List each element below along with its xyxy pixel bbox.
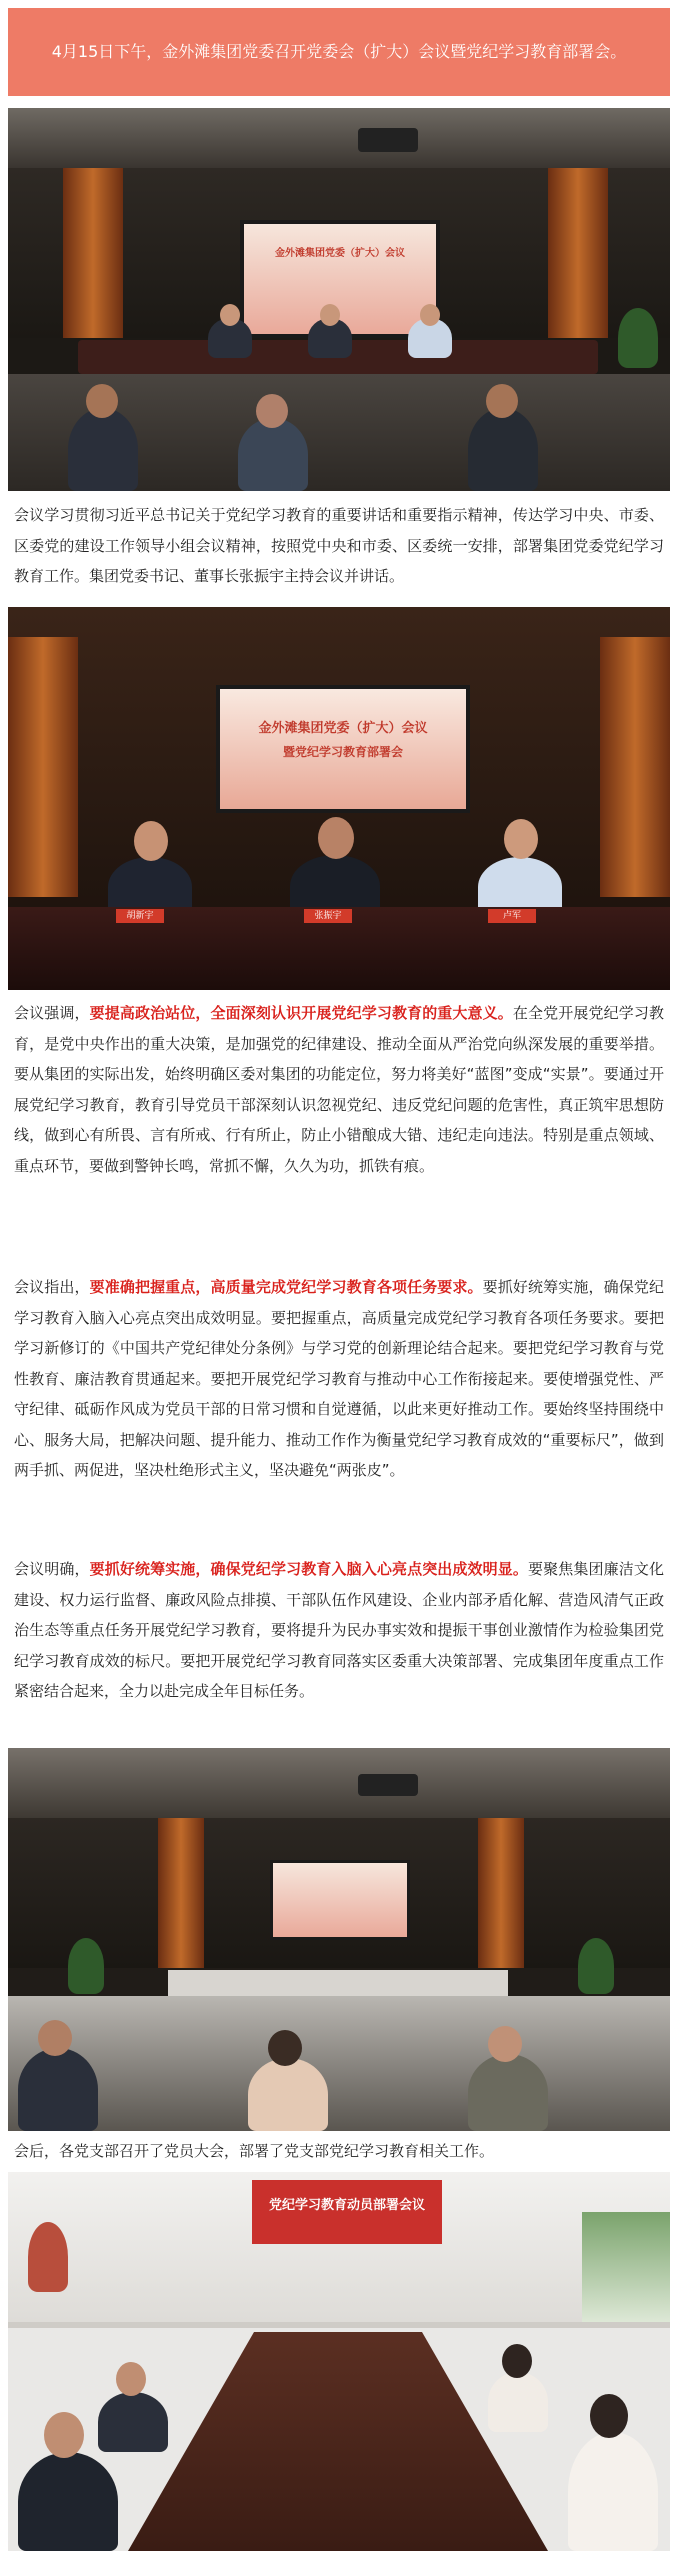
potted-plant [618, 308, 658, 368]
attendee-head [134, 821, 168, 861]
attendee-head [504, 819, 538, 859]
paragraph-4 [14, 1554, 664, 1707]
nameplate: 卢军 [488, 909, 536, 923]
paragraph-2-emphasis: 要提高政治站位，全面深刻认识开展党纪学习教育的重大意义。 [89, 1004, 513, 1022]
attendee [18, 2048, 98, 2131]
attendee-head [320, 304, 340, 326]
attendee [468, 408, 538, 491]
attendee [488, 2372, 548, 2432]
attendee-head [116, 2362, 146, 2396]
attendee-head [590, 2394, 628, 2438]
ceiling [8, 108, 670, 168]
paragraph-4-body: 要聚焦集团廉洁文化建设、权力运行监督、廉政风险点排摸、干部队伍作风建设、企业内部矛盾化解、营造风清气正政治生态等重点任务开展党纪学习教育，要将提升为民办事实效和提振干事创业激情作为检验集团党纪学习教育成效的标尺。要把开展党纪学习教育同落实区委重大决策部署、完成集团年度重点工作紧密结合起来，全力以赴完成全年目标任务。 [14, 1560, 664, 1700]
attendee-head [220, 304, 240, 326]
attendee-head [256, 394, 288, 428]
meeting-photo-3 [8, 1748, 670, 2131]
projection-screen-frame [270, 1860, 410, 1940]
paragraph-3-lead: 会议指出， [14, 1278, 90, 1296]
attendee-head [318, 817, 354, 859]
paragraph-4-lead: 会议明确， [14, 1560, 90, 1578]
ceiling [8, 1748, 670, 1818]
attendee-head [38, 2020, 72, 2056]
wood-pillar-right [478, 1818, 524, 1968]
attendee-head [420, 304, 440, 326]
paragraph-2-body: 在全党开展党纪学习教育，是党中央作出的重大决策，是加强党的纪律建设、推动全面从严治党向纵深发展的重要举措。要从集团的实际出发，始终明确区委对集团的功能定位，努力将美好“蓝图”变成“实景”。要通过开展党纪学习教育，教育引导党员干部深刻认识忽视党纪、违反党纪问题的危害性，真正筑牢思想防线，做到心有所畏、言有所戒、行有所止，防止小错酿成大错、违纪走向违法。特别是重点领域、重点环节，要做到警钟长鸣，常抓不懈，久久为功，抓铁有痕。 [14, 1004, 664, 1175]
potted-plant [578, 1938, 614, 1994]
meeting-sign-text: 党纪学习教育动员部署会议 [268, 2198, 425, 2213]
attendee-head [502, 2344, 532, 2378]
attendee-head [486, 384, 518, 418]
wood-pillar-right [600, 637, 670, 897]
projection-screen [244, 224, 436, 334]
projector [358, 128, 418, 152]
window [582, 2212, 670, 2322]
potted-plant [68, 1938, 104, 1994]
screen-title: 金外滩集团党委（扩大）会议 [275, 248, 405, 259]
conference-table [128, 2332, 548, 2551]
paragraph-3-body: 要抓好统筹实施，确保党纪学习教育入脑入心亮点突出成效明显。要把握重点，高质量完成党纪学习教育各项任务要求。要把学习新修订的《中国共产党纪律处分条例》与学习党的创新理论结合起来。要把党纪学习教育与党性教育、廉洁教育贯通起来。要把开展党纪学习教育与推动中心工作衔接起来。要使增强党性、严守纪律、砥砺作风成为党员干部的日常习惯和自觉遵循，以此来更好推动工作。要始终坚持围绕中心、服务大局，把解决问题、提升能力、推动工作作为衡量党纪学习教育成效的“重要标尺”，做到两手抓、两促进，坚决杜绝形式主义，坚决避免“两张皮”。 [14, 1278, 664, 1479]
screen-title: 金外滩集团党委（扩大）会议 [258, 721, 428, 736]
nameplate: 胡新宇 [116, 909, 164, 923]
attendee [568, 2432, 658, 2551]
meeting-photo-1 [8, 108, 670, 491]
projection-screen [220, 689, 466, 809]
meeting-photo-2 [8, 607, 670, 990]
paragraph-4-emphasis: 要抓好统筹实施，确保党纪学习教育入脑入心亮点突出成效明显。 [89, 1560, 529, 1578]
wood-pillar-left [8, 637, 78, 897]
paragraph-2-lead: 会议强调， [14, 1004, 90, 1022]
wood-pillar-left [158, 1818, 204, 1968]
attendee-head [268, 2030, 302, 2066]
attendee [248, 2058, 328, 2131]
attendee [98, 2392, 168, 2452]
paragraph-3-emphasis: 要准确把握重点，高质量完成党纪学习教育各项任务要求。 [89, 1278, 483, 1296]
headline-text: 4月15日下午，金外滩集团党委召开党委会（扩大）会议暨党纪学习教育部署会。 [51, 42, 627, 61]
attendee-head [44, 2412, 84, 2458]
headline-banner [8, 8, 670, 96]
attendee-head [488, 2026, 522, 2062]
conference-table [168, 1970, 508, 1996]
attendee [238, 418, 308, 491]
projector [358, 1774, 418, 1796]
projection-screen [273, 1863, 407, 1937]
screen-subtitle: 暨党纪学习教育部署会 [282, 745, 403, 759]
attendee [468, 2054, 548, 2131]
nameplate: 张振宇 [304, 909, 352, 923]
attendee-head [86, 384, 118, 418]
paragraph-5: 会后，各党支部召开了党员大会，部署了党支部党纪学习教育相关工作。 [14, 2142, 495, 2160]
meeting-sign [252, 2180, 442, 2244]
paragraph-2 [14, 998, 664, 1181]
attendee [68, 408, 138, 491]
flower-arrangement [28, 2222, 68, 2292]
projection-screen-frame [216, 685, 470, 813]
paragraph-3 [14, 1272, 664, 1486]
attendee [18, 2452, 118, 2551]
meeting-photo-4 [8, 2172, 670, 2551]
paragraph-1: 会议学习贯彻习近平总书记关于党纪学习教育的重要讲话和重要指示精神，传达学习中央、市委、区委党的建设工作领导小组会议精神，按照党中央和市委、区委统一安排，部署集团党委党纪学习教育工作。集团党委书记、董事长张振宇主持会议并讲话。 [14, 506, 664, 585]
wood-pillar-left [63, 168, 123, 338]
wood-pillar-right [548, 168, 608, 338]
